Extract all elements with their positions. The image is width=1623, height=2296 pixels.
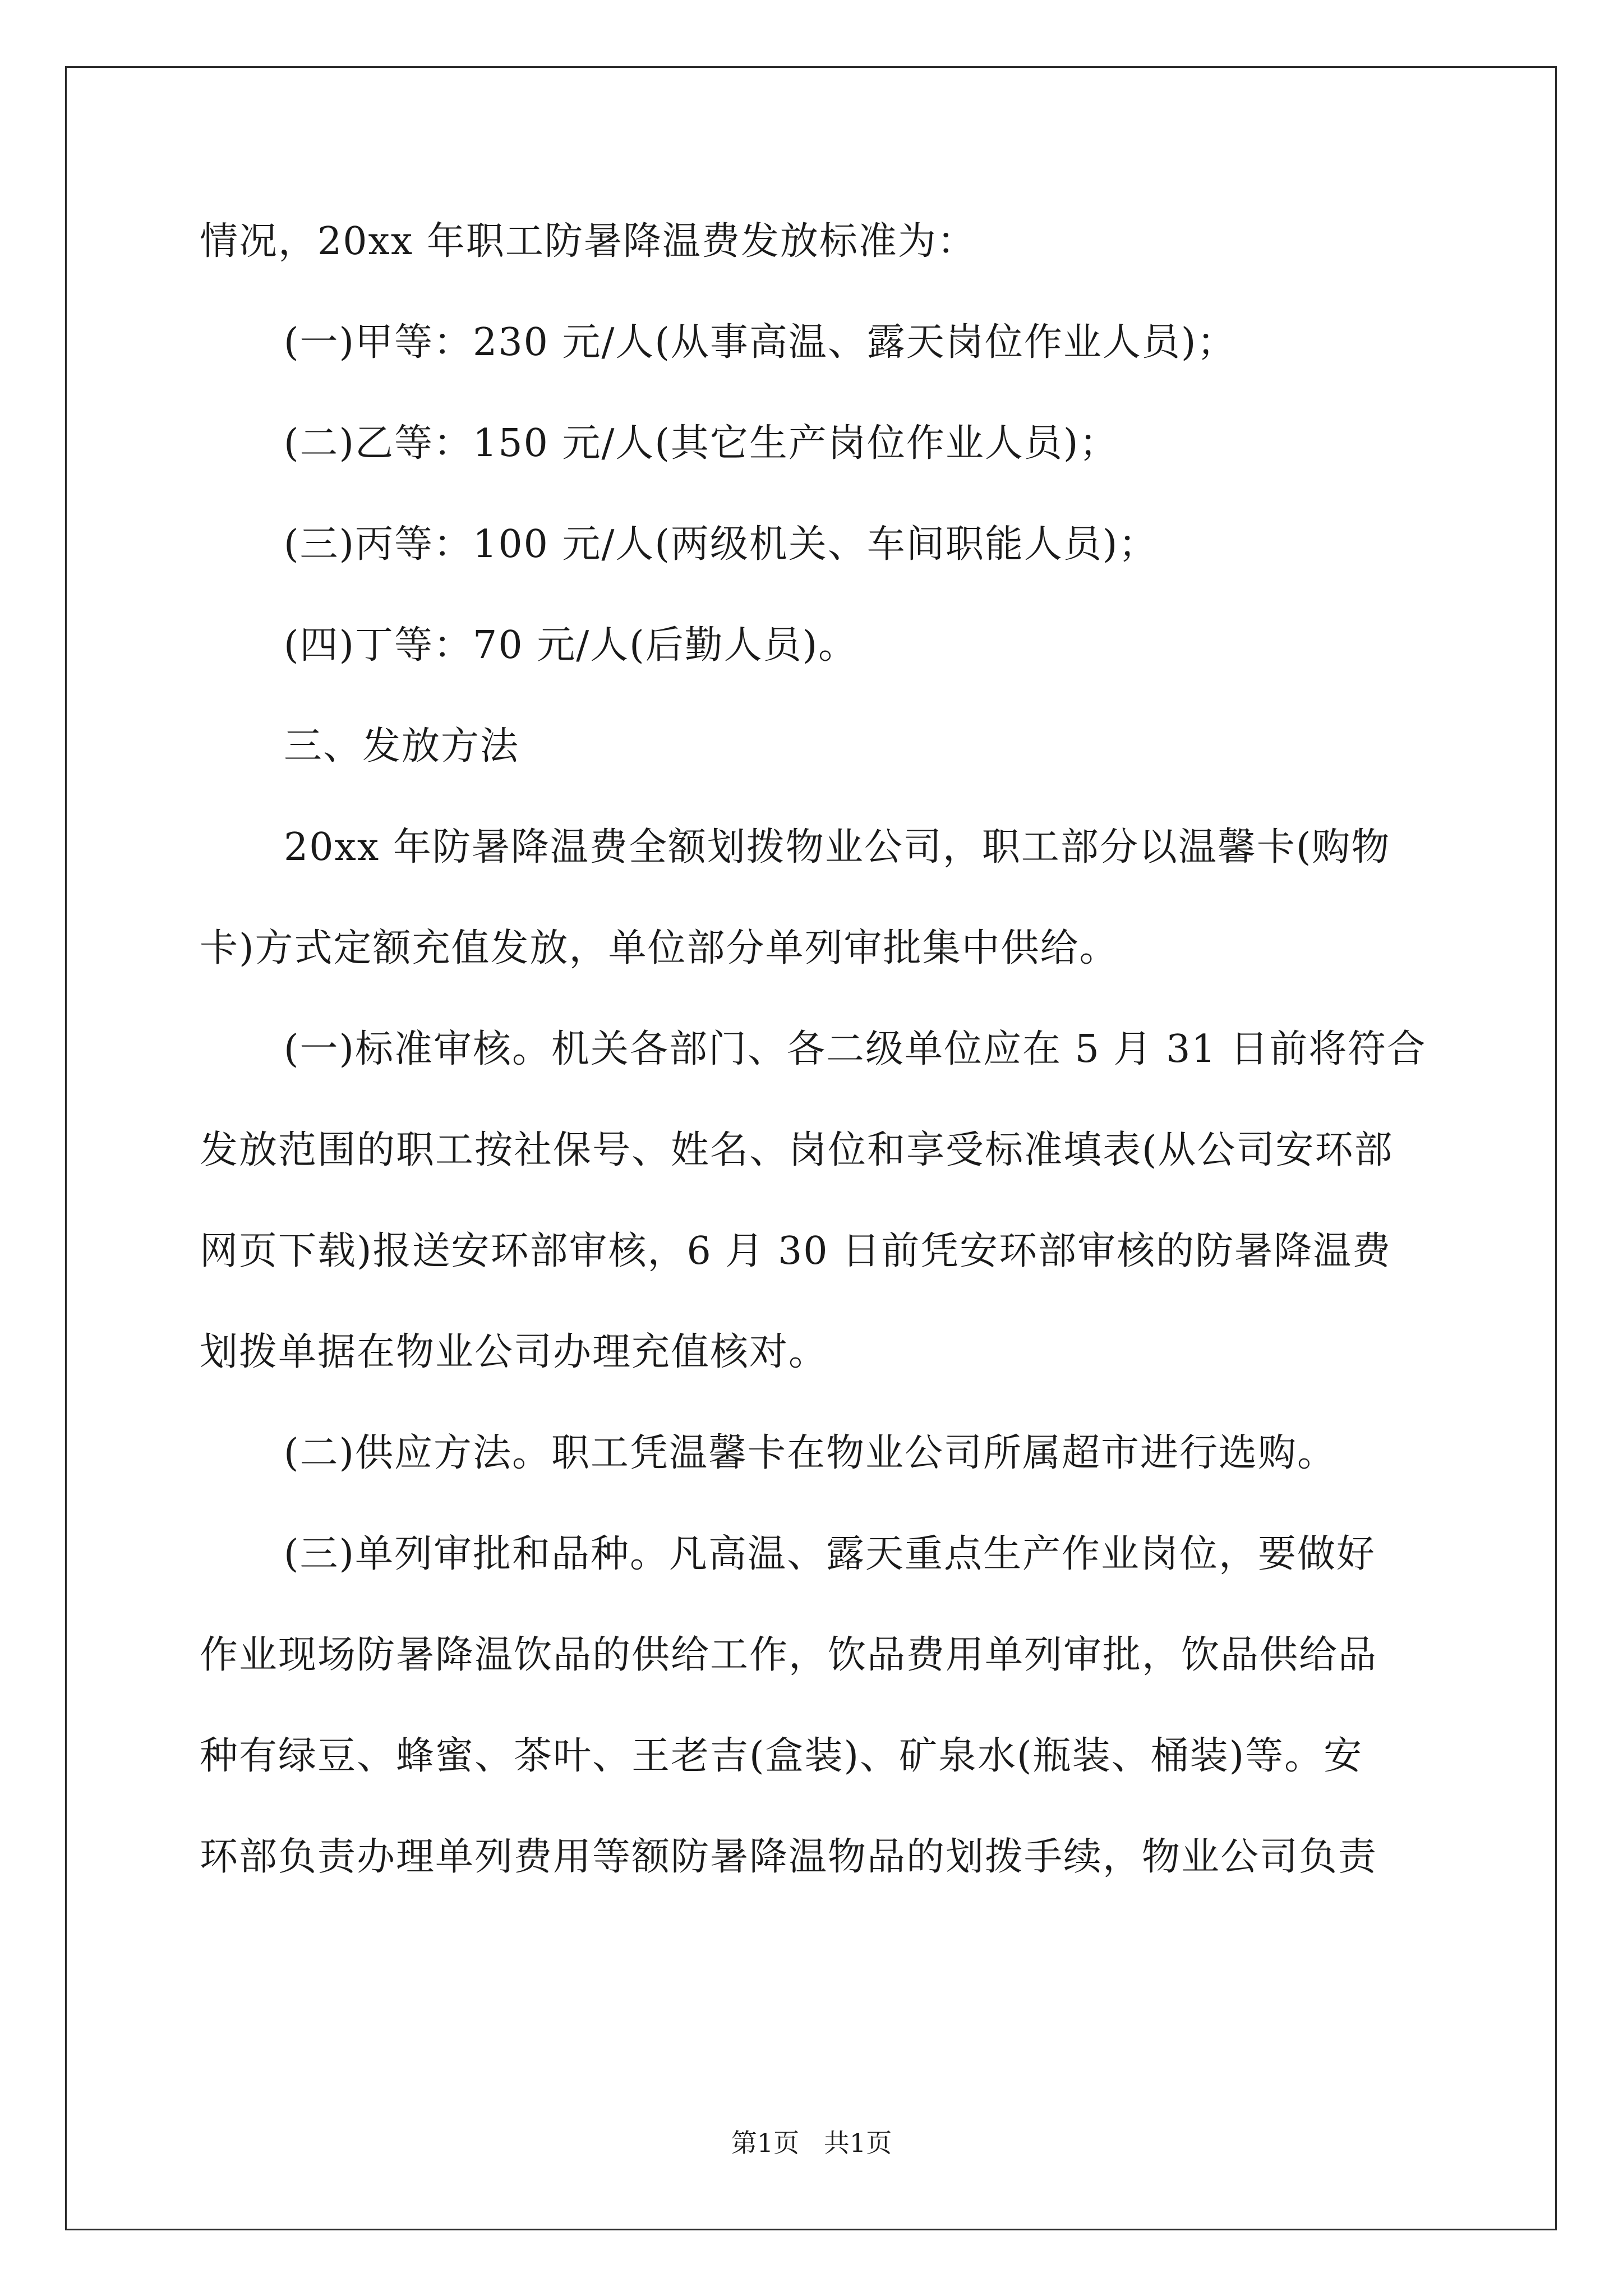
text-line-2: (一)甲等：230 元/人(从事高温、露天岗位作业人员)； xyxy=(284,320,1237,365)
text-line-8: 卡)方式定额充值发放，单位部分单列审批集中供给。 xyxy=(200,926,1119,970)
text-line-12: 划拨单据在物业公司办理充值核对。 xyxy=(200,1330,828,1374)
document-body xyxy=(200,218,1431,1934)
text-line-3: (二)乙等：150 元/人(其它生产岗位作业人员)； xyxy=(284,421,1119,466)
text-line-10: 发放范围的职工按社保号、姓名、岗位和享受标准填表(从公司安环部 xyxy=(200,1128,1394,1172)
text-line-5: (四)丁等：70 元/人(后勤人员)。 xyxy=(284,623,858,668)
text-line-11: 网页下载)报送安环部审核，6 月 30 日前凭安环部审核的防暑降温费 xyxy=(200,1229,1392,1273)
text-line-9: (一)标准审核。机关各部门、各二级单位应在 5 月 31 日前将符合 xyxy=(284,1027,1427,1071)
text-line-16: 种有绿豆、蜂蜜、茶叶、王老吉(盒装)、矿泉水(瓶装、桶装)等。安 xyxy=(200,1734,1363,1778)
text-line-1: 情况，20xx 年职工防暑降温费发放标准为： xyxy=(200,219,976,264)
text-line-7: 20xx 年防暑降温费全额划拨物业公司，职工部分以温馨卡(购物 xyxy=(284,825,1391,869)
page-footer: 第1页 共1页 xyxy=(731,2128,892,2158)
text-line-13: (二)供应方法。职工凭温馨卡在物业公司所属超市进行选购。 xyxy=(284,1431,1337,1475)
section-heading: 三、发放方法 xyxy=(284,724,520,769)
text-line-17: 环部负责办理单列费用等额防暑降温物品的划拨手续，物业公司负责 xyxy=(200,1835,1378,1879)
text-line-14: (三)单列审批和品种。凡高温、露天重点生产作业岗位，要做好 xyxy=(284,1532,1376,1576)
text-line-4: (三)丙等：100 元/人(两级机关、车间职能人员)； xyxy=(284,522,1158,567)
text-line-15: 作业现场防暑降温饮品的供给工作，饮品费用单列审批，饮品供给品 xyxy=(200,1633,1378,1677)
